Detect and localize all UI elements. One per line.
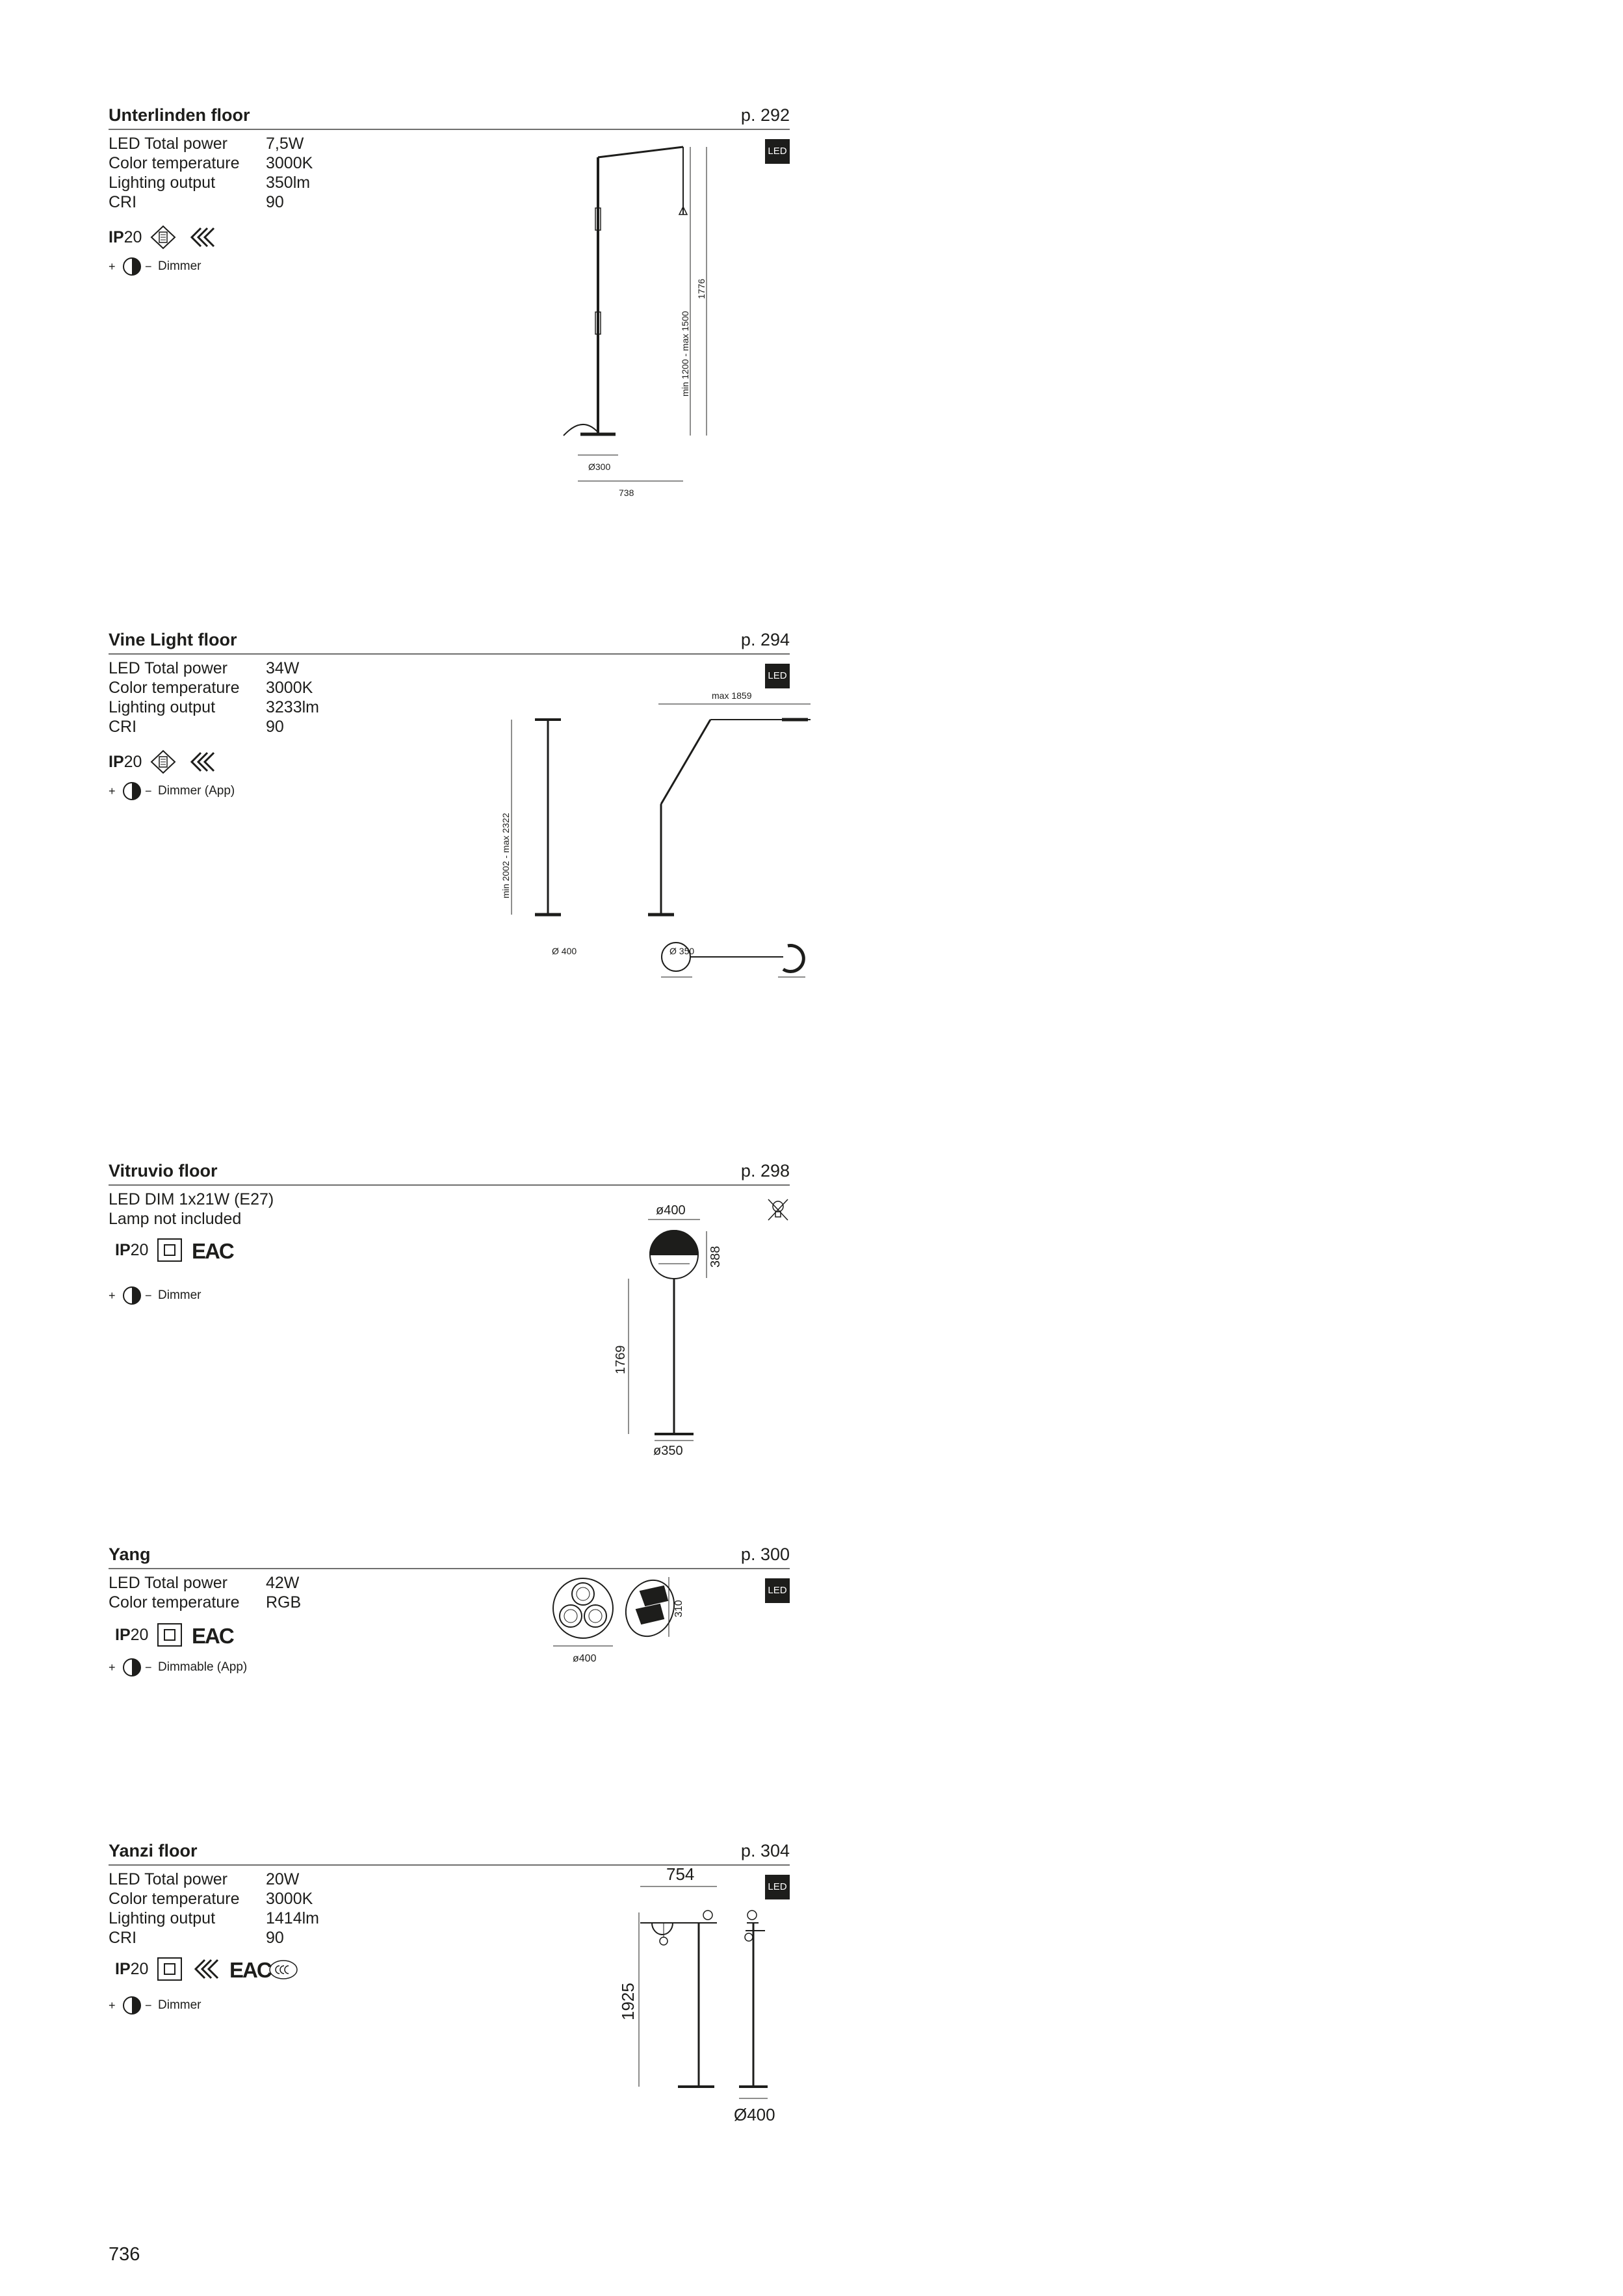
spec-value: 90 xyxy=(266,193,284,211)
led-badge-icon: LED xyxy=(765,664,790,688)
section-yanzi-floor xyxy=(109,1840,790,2139)
class-ii-insulation-icon xyxy=(149,750,177,774)
spec-value: 20W xyxy=(266,1870,300,1888)
led-badge-icon: LED xyxy=(765,139,790,164)
spec-label: LED Total power xyxy=(109,659,227,677)
dimension-height-range: min 2002 - max 2322 xyxy=(500,813,511,898)
ip-rating xyxy=(115,1240,148,1260)
section-divider xyxy=(109,129,790,130)
ip-rating xyxy=(109,752,142,772)
class-ii-insulation-icon xyxy=(157,1957,183,1981)
dimmer-label: Dimmer xyxy=(158,259,201,273)
unterlinden-drawing xyxy=(518,143,726,498)
spec-value: 34W xyxy=(266,659,300,677)
minus-symbol: − xyxy=(145,260,152,273)
section-divider xyxy=(109,1184,790,1186)
ip-number: 20 xyxy=(130,1960,149,1978)
spec-label: Color temperature xyxy=(109,1593,240,1611)
dimension-head: Ø 350 xyxy=(669,946,695,956)
spec-label: Lighting output xyxy=(109,1909,216,1927)
spec-label: LED DIM 1x21W (E27) xyxy=(109,1190,274,1208)
dimension-base: ø350 xyxy=(653,1444,683,1458)
class-ii-insulation-icon xyxy=(157,1238,183,1262)
spec-label: LED Total power xyxy=(109,135,227,153)
section-title: Unterlinden floor xyxy=(109,105,250,125)
vine-light-drawing xyxy=(460,668,824,980)
dimmer-icon xyxy=(109,1658,157,1677)
ip-prefix: IP xyxy=(115,1241,131,1259)
section-divider xyxy=(109,1568,790,1569)
spec-value: 3233lm xyxy=(266,698,319,716)
spec-label: Color temperature xyxy=(109,679,240,697)
ip-prefix: IP xyxy=(109,753,124,771)
spec-value: 3000K xyxy=(266,1890,313,1908)
spec-label: Lighting output xyxy=(109,174,216,192)
spec-label: LED Total power xyxy=(109,1870,227,1888)
dimension-base: Ø300 xyxy=(588,462,611,472)
spec-label: Color temperature xyxy=(109,1890,240,1908)
arrows-direction-icon xyxy=(192,1958,222,1980)
section-title: Vitruvio floor xyxy=(109,1161,218,1181)
spec-value: RGB xyxy=(266,1593,302,1611)
spec-value: 350lm xyxy=(266,174,311,192)
section-vine-light-floor xyxy=(109,629,790,980)
page-reference: p. 294 xyxy=(740,630,790,649)
dimmer-info xyxy=(109,1286,304,1305)
section-yang xyxy=(109,1543,790,1712)
ip-prefix: IP xyxy=(115,1626,131,1644)
class-ii-insulation-icon xyxy=(157,1623,183,1647)
dimmer-label: Dimmer (App) xyxy=(158,784,235,798)
dimension-reach: max 1859 xyxy=(712,690,752,701)
dimension-height: 1769 xyxy=(614,1345,628,1374)
triac-dimming-icon xyxy=(268,1959,298,1980)
dimension-base: Ø 400 xyxy=(552,946,577,956)
minus-symbol: − xyxy=(145,1999,152,2012)
spec-label: LED Total power xyxy=(109,1574,227,1592)
dimmer-icon xyxy=(109,781,157,801)
page-reference: p. 292 xyxy=(740,105,790,125)
spec-value: 90 xyxy=(266,1929,284,1947)
ip-rating xyxy=(115,1959,148,1979)
ip-rating xyxy=(115,1625,148,1645)
yanzi-drawing xyxy=(499,1840,798,2126)
plus-symbol: + xyxy=(109,1999,116,2012)
dimension-base: Ø400 xyxy=(734,2105,775,2124)
spec-label: CRI xyxy=(109,1929,137,1947)
spec-label: Lamp not included xyxy=(109,1210,242,1228)
eac-certification-icon xyxy=(192,1238,233,1263)
dimension-width: 738 xyxy=(619,488,634,498)
page-reference: p. 304 xyxy=(740,1841,790,1860)
plus-symbol: + xyxy=(109,1289,116,1302)
ip-number: 20 xyxy=(123,753,142,771)
ip-number: 20 xyxy=(130,1241,149,1259)
dimmer-label: Dimmer xyxy=(158,1998,201,2012)
lamp-not-included-icon xyxy=(766,1197,790,1222)
arrows-direction-icon xyxy=(188,751,216,773)
dimension-height: 1776 xyxy=(696,278,707,299)
minus-symbol: − xyxy=(145,1661,152,1674)
arrows-direction-icon xyxy=(188,226,216,248)
minus-symbol: − xyxy=(145,785,152,798)
section-unterlinden-floor xyxy=(109,104,790,498)
minus-symbol: − xyxy=(145,1289,152,1302)
vitruvio-drawing xyxy=(499,1192,733,1465)
eac-certification-icon xyxy=(192,1623,233,1648)
plus-symbol: + xyxy=(109,1661,116,1674)
page-reference: p. 300 xyxy=(740,1545,790,1564)
dimension-height: 1925 xyxy=(618,1983,638,2020)
plus-symbol: + xyxy=(109,785,116,798)
eac-mark: EAC xyxy=(229,1958,271,1982)
spec-label: CRI xyxy=(109,193,137,211)
spec-label: Color temperature xyxy=(109,154,240,172)
spec-value: 3000K xyxy=(266,154,313,172)
section-title: Yanzi floor xyxy=(109,1841,198,1860)
yang-drawing xyxy=(531,1574,791,1704)
dimmer-icon xyxy=(109,257,157,276)
dimension-diameter: ø400 xyxy=(573,1653,597,1664)
dimmer-info xyxy=(109,1996,304,2015)
dimension-height: 310 xyxy=(673,1600,684,1617)
dimmer-label: Dimmer xyxy=(158,1288,201,1302)
ip-number: 20 xyxy=(130,1626,149,1644)
spec-label: CRI xyxy=(109,718,137,736)
ip-prefix: IP xyxy=(109,228,124,246)
section-divider xyxy=(109,653,790,655)
ip-prefix: IP xyxy=(115,1960,131,1978)
spec-label: Lighting output xyxy=(109,698,216,716)
led-badge-icon: LED xyxy=(765,1875,790,1899)
dimmer-info xyxy=(109,257,304,276)
section-title: Vine Light floor xyxy=(109,630,237,649)
ip-number: 20 xyxy=(123,228,142,246)
dimmer-info xyxy=(109,1658,304,1677)
dimension-height-range: min 1200 - max 1500 xyxy=(680,311,690,397)
dimmer-info xyxy=(109,781,304,801)
led-badge-icon: LED xyxy=(765,1578,790,1603)
dimension-diameter: ø400 xyxy=(656,1203,686,1218)
dimmer-icon xyxy=(109,1286,157,1305)
page-reference: p. 298 xyxy=(740,1161,790,1181)
section-vitruvio-floor xyxy=(109,1160,790,1459)
dimmer-icon xyxy=(109,1996,157,2015)
eac-mark: EAC xyxy=(192,1239,233,1263)
class-ii-insulation-icon xyxy=(149,225,177,250)
dimmer-label: Dimmable (App) xyxy=(158,1660,248,1674)
spec-value: 7,5W xyxy=(266,135,304,153)
plus-symbol: + xyxy=(109,260,116,273)
section-title: Yang xyxy=(109,1545,151,1564)
eac-certification-icon xyxy=(229,1957,271,1982)
dimension-shade-height: 388 xyxy=(708,1246,723,1268)
spec-value: 42W xyxy=(266,1574,300,1592)
eac-mark: EAC xyxy=(192,1624,233,1648)
spec-value: 1414lm xyxy=(266,1909,319,1927)
spec-value: 90 xyxy=(266,718,284,736)
spec-value: 3000K xyxy=(266,679,313,697)
ip-rating xyxy=(109,228,142,247)
dimension-width: 754 xyxy=(666,1864,695,1884)
page-number: 736 xyxy=(109,2244,140,2265)
